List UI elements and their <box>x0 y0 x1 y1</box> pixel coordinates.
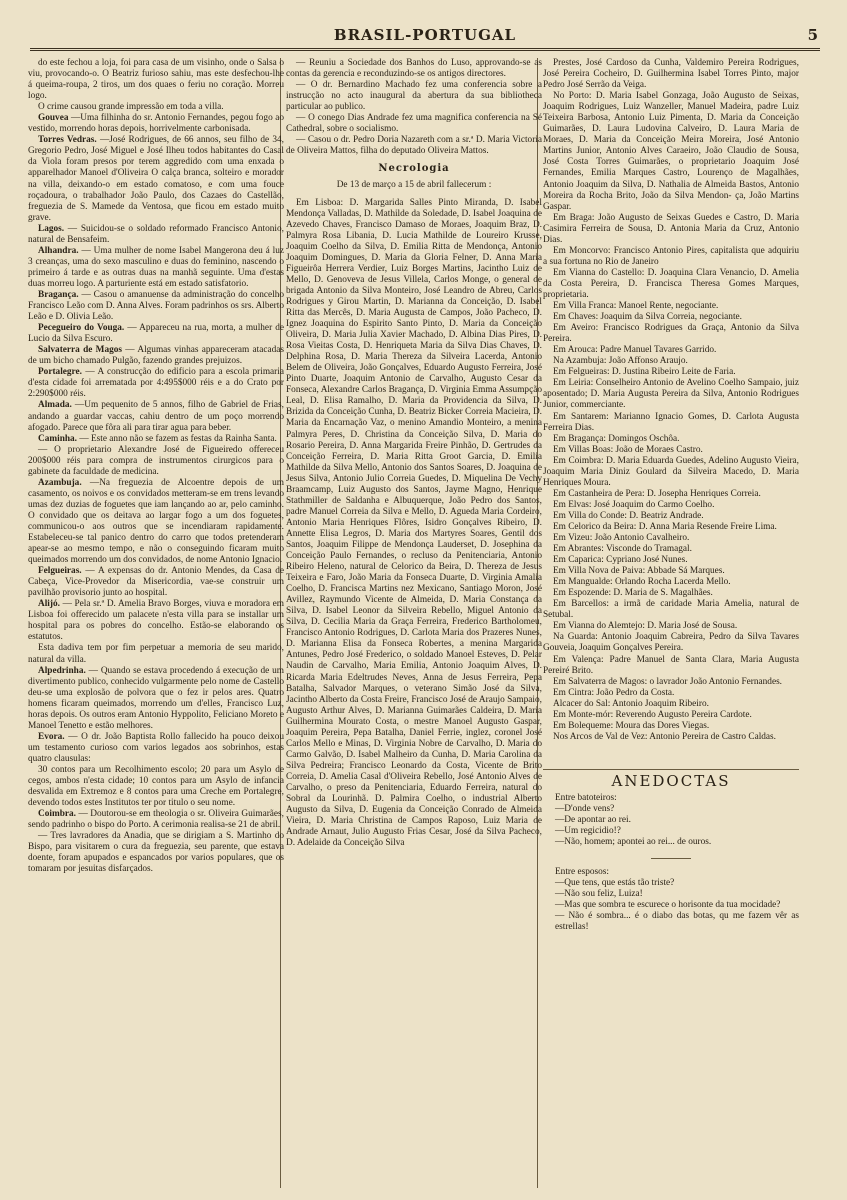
news-text: — Suicidou-se o soldado reformado Francisco Antonio, natural de Bensafeim. <box>28 223 284 245</box>
anecdote-line: — Não é sombra... é o diabo das botas, qu me fazem vêr as estrellas! <box>555 911 799 933</box>
news-item <box>28 290 284 323</box>
news-text: —Um pequenito de 5 annos, filho de Gabriel de Frias, andando a guardar vaccas, cahiu dentro de um poço morrendo afogado. Parece que fôra ali para tirar agua para beber. <box>28 400 284 433</box>
obituary-entry: Em Coimbra: D. Maria Eduarda Guedes, Adelino Augusto Vieira, Joaquim Maria Diniz Goulard da Silveira Macedo, D. Maria Henriques Moura. <box>543 455 799 488</box>
news-item <box>28 666 284 732</box>
news-text: —Na freguezia de Alcoentre depois de um casamento, os noivos e os convidados metteram-se em trens levando umas dez duzias de foguetes que iam lançando ao ar, pelo caminho. O convidado que os deitava ao largar fogo a um dos foguetes, communicou-o aos outros que se incendiaram rapidamente. Estabeleceu-se tal panico dentro do carro que todos pretenderam apear-se ao mesmo tempo, e não o conseguindo ficaram muito queimados morrendo um dos convidados, de nome Antonio Ignacio. <box>28 477 284 566</box>
news-place: Alpedrinha. <box>38 665 86 676</box>
anecdote-block <box>543 793 799 848</box>
anecdote-line: —Que tens, que estás tão triste? <box>555 878 675 889</box>
news-item <box>28 599 284 643</box>
news-place: Alijó. <box>38 599 60 610</box>
obituary-entry: Em Elvas: José Joaquim do Carmo Coelho. <box>553 499 715 510</box>
news-item: — O conego Dias Andrade fez uma magnifica conferencia na Sé Cathedral, sobre o socialismo. <box>286 113 542 135</box>
page-header <box>30 22 820 51</box>
news-item <box>28 566 284 599</box>
news-item <box>28 434 284 445</box>
column-necrologia <box>286 58 542 1188</box>
news-place: Gouvea <box>38 113 69 124</box>
anecdote-block <box>543 867 799 933</box>
news-text: do este fechou a loja, foi para casa de um visinho, onde o Salsa o viu, provocando-o. O Beatriz furioso sahiu, mas este desfechou-lhe á queima-roupa, 2 tiros, um dos quaes o feriu no coração. Morreu logo. <box>28 58 284 102</box>
column-news <box>28 58 284 1188</box>
obituary-entry: Na Guarda: Antonio Joaquim Cabreira, Pedro da Silva Tavares Gouveia, Joaquim Gonçalves Pereira. <box>543 632 799 654</box>
news-item: — O dr. Bernardino Machado fez uma conferencia sobre a instrucção no acto inaugural da abertura da sua bibliotheca particular ao publico. <box>286 80 542 113</box>
news-item: — Reuniu a Sociedade dos Banhos do Luso, approvando-se as contas da gerencia e reconduzindo-se os antigos directores. <box>286 58 542 80</box>
obituary-entry: Em Valença: Padre Manuel de Santa Clara, Maria Augusta Pereiré Brito. <box>543 654 799 676</box>
news-text: — O dr. João Baptista Rollo fallecido ha pouco deixou um testamento curioso com varios legados aos sobrinhos, estas quatro clausulas: <box>28 731 284 764</box>
obituary-entry: Em Abrantes: Visconde do Tramagal. <box>553 544 692 555</box>
news-item <box>28 113 284 135</box>
obituary-entry: Em Mangualde: Orlando Rocha Lacerda Mello. <box>553 577 731 588</box>
news-item <box>28 809 284 831</box>
obituary-entry: Em Moncorvo: Francisco Antonio Pires, capitalista que adquiriu a sua fortuna no Rio de Janeiro <box>543 245 799 267</box>
obituary-entry: Em Santarem: Marianno Ignacio Gomes, D. Carlota Augusta Ferreira Dias. <box>543 411 799 433</box>
news-place: Azambuja. <box>38 477 82 488</box>
news-place: Pecegueiro do Vouga. <box>38 323 125 334</box>
page-number: 5 <box>807 26 818 44</box>
news-place: Caminha. <box>38 433 78 444</box>
news-text: — Doutorou-se em theologia o sr. Oliveira Guimarães, sendo padrinho o bispo do Porto. A cerimonia realisa-se 21 de abril. <box>28 809 284 831</box>
anecdote-line: —De apontar ao rei. <box>555 815 631 826</box>
news-text: —José Rodrigues, de 66 annos, seu filho de 34, Gregorio Pedro, José Miguel e José Ilheu todos habitantes do Casal da Viola foram presos por terem aggredido com uma enxada o apparelhador Manoel d'Oliveira O calça branca, solteiro e morador na villa, deixando-o em estado comatoso, e com uma fouce roçadoura, o trabalhador João Paulo, dos Cazaes do Castellão, freguezia de S. Mamede da Ventosa, que ficou em estado muito grave. <box>28 135 284 223</box>
news-text: — O proprietario Alexandre José de Figueiredo offereceu 200$000 réis para compra de instrumentos cirurgicos para o gabinete da faculdade de medicina. <box>28 444 284 477</box>
news-item <box>28 445 284 478</box>
obituary-entry: Em Braga: João Augusto de Seixas Guedes e Castro, D. Maria Casimira Ferreira de Sousa, D. Antonia Maria da Cruz, Antonio Dias. <box>543 212 799 245</box>
news-text: — Tres lavradores da Anadia, que se dirigiam a S. Martinho do Bispo, para visitarem o cura da freguezia, seu parente, que estava doente, foram apupados e espancados por varios populares, que os tomaram por jesuitas disfarçados. <box>28 831 284 875</box>
obituary-entry: Em Barcellos: a irmã de caridade Maria Amelia, natural de Setubal. <box>543 599 799 621</box>
news-item <box>28 224 284 246</box>
obituary-entry: Nos Arcos de Val de Vez: Antonio Pereira de Castro Caldas. <box>553 731 776 742</box>
obituary-entry: No Porto: D. Maria Isabel Gonzaga, João Augusto de Seixas, Joaquim Rodrigues, Luiz Wanzeller, Manuel Madeira, padre Luiz Teixeira Barbosa, Antonio Luiz Pimenta, D. Maria da Conceição Guimarães, D. Laura Ludovina Calveiro, D. Laura Maria de Moraes, D. Maria da Conceição Meira Moreira, José Antonio Martins Junior, Antonio Alves Caraeiro, João Claudio de Sousa, José Costa Torres Guimarães, o proprietario Joaquim José Fernandes, Emilia Marques Castro, Lourenço de Magalhães, Antonio Joaquim da Silva, D. Nathalia de Almeida Bastos, Antonio Moreira da Rocha Brito, João da Silva Mendon- ça, João Martins Gaspar. <box>543 91 799 212</box>
anecdote-line: Entre esposos: <box>555 867 609 878</box>
news-place: Torres Vedras. <box>38 135 97 146</box>
column-obituaries-anecdotes <box>543 58 799 1188</box>
news-text: — A construcção do edificio para a escola primaria d'esta cidade foi arrematada por 4:495$000 réis e a do Crato por 2:290$000 réis. <box>28 367 284 400</box>
obituary-entry: Em Salvaterra de Magos: o lavrador João Antonio Fernandes. <box>553 676 783 687</box>
necrologia-dates: De 13 de março a 15 de abril fallecerum : <box>336 180 492 191</box>
necrologia-title: Necrologia <box>378 163 450 175</box>
news-item <box>28 246 284 290</box>
news-item <box>28 400 284 433</box>
obituary-entry: Em Bragança: Domingos Oschôa. <box>553 433 680 444</box>
news-item: — Casou o dr. Pedro Doria Nazareth com a sr.ª D. Maria Victoria de Oliveira Mattos, filha do deputado Oliveira Mattos. <box>286 135 542 157</box>
news-text: — Este anno não se fazem as festas da Rainha Santa. <box>77 433 277 444</box>
obituary-entry: Em Cintra: João Pedro da Costa. <box>553 687 675 698</box>
news-place: Almada. <box>38 400 72 411</box>
news-place: Bragança. <box>38 289 79 300</box>
necrologia-list: Em Lisboa: D. Margarida Salles Pinto Miranda, D. Isabel Mendonça Valladas, D. Mathilde da Soledade, D. Isabel Joaquina de Azevedo Chaves, Francisco Damaso de Moraes, Joaquim Braz, D. Palmyra Rosa Libania, D. Lucia Mathilde de Loureiro Krusse, Joaquim Coelho da Silva, D. Emilia Ritta de Mendonça, Antonio Joaquim Domingues, D. Maria da Gloria Felner, D. Anna Maria Figueirôa Herrera Verdier, Luiz Borges Martins, Jacintho Luiz de Mello, D. Genoveva de Jesus Villela, Carlos Monge, o general de brigada Antonio da Silva Monteiro, José Leandro de Abreu, Carlos Rodrigues y Girou Martin, D. Marianna da Conceição, D. Isabel Ritta das Mercês, D. Maria Augusta de Campos, João Pacheco, D. Ignez Joaquina do Espirito Santo Pinto, D. Maria da Conceição Oliveira, D. Maria Julia Xavier Machado, D. Albina Dias Pires, D. Rosa Vieitas Costa, D. Henriqueta Maria da Silva Dias Chaves, D. Delphina Rosa, D. Maria Thereza da Silveira Lacerda, Antonio Belem de Oliveira, João Gonçalves, Eduardo Augusto Ferreira, José Pinto Duarte, Joaquim Antonio de Carvalho, Augusto Cesar da Fonseca, Alexandre Carlos Bragança, D. Virginia Emma Assumpção Leal, D. Elisa Ramalho, D. Maria da Providencia da Silva, D. Brizida da Conceição Cunha, D. Beatriz Bicker Correia Macieira, D. Maria da Encarnação Vaz, o menino Amandio Monteiro, a menina Palmyra Peres, D. Christina da Conceição Silva, D. Maria do Rosario Pereira, D. Anna Margarida Freire Pinhão, D. Gertrudes da Conceição Ferreira, D. Maria Ritta Groot Garcia, D. Emilia Mathilde da Silva Mello, Antonio dos Santos Soares, D. Joaquina de Jesus Silva, Antonio Julio Correia Guedes, D. Miquelina De Vechy Braamcamp, Luiz Augusto dos Santos, Jayme Magno, Henrique Stathmiller de Saldanha e Albuquerque, João Pedro dos Santos, padre Manuel Correia da Silva e Mello, D. Agueda Maria Cordeiro, Antonio Maria Henriques Flôres, Isidro Gonçalves Ribeiro, D. Annette Elisa Legros, D. Maria dos Martyres Soares, Gentil dos Santos, Joaquim Filippe de Mendonça Lauderset, D. Josephina da Conceição Paulo Fernandes, o recluso da Penitenciaria, Antonio Ribeiro Heleno, natural de Celorico da Beira, D. Thereza de Jesus Teixeira e Faro, João Maria da Fonseca Duarte, D. Virginia Amalia Coelho, D. Francisca Martins nez Mexicano, Santiago Moron, José Avillez, Raymundo Vicente de Almeida, D. Maria Constança da Silva, D. Isabel Leonor da Silveira Rebello, Miguel Antonio da Silva, D. Cecilia Maria da Graça Ferreira, Frederico Bartholomeu, Francisco Antonio Rodrigues, D. Carlota Maria dos Prazeres Nunes, D. Marianna Elisa da Fonseca Robertes, a menina Margarida Antunes, Pedro José Frederico, o soldado Manoel Esteves, D. Pelar Naudin de Carvalho, Maria Emilia, Antonio Joaquim Alves, D. Ricarda Maria Edeltrudes Neves, Anna de Jesus Ferreira, Pepa Batalha, Salvador Marques, o veterano Simão José da Silva, Jacintho Alberto da Costa Freire, Francisco José de Araujo Sampaio, Augusto Arthur Alves, D. Marianna Guimarães Caldeira, D. Maria Guilhermina Mourato Costa, o mestre Manoel Augusto Gaspar, Joaquim Pereira, Pepa Batalha, Daniel Ferrie, inglez, coronel José Carlos Mello e Minas, D. Virginia Nobre de Carvalho, D. Maria do Carmo Galvão, D. Isabel Malheiro da Cunha, D. Maria Carolina da Silva Pedreira; Francisco Leonardo da Costa, Vicente de Brito Correia, D. Amelia Casal d'Oliveira Rebello, José Antonio Alves de Carvalho, o preso da Penitenciaria, Eduardo Ferreira, natural do Sobral da Lourinhã. D. Palmira Coelho, o industrial Alberto Augusto da Silva, D. Eugenia da Conceição Conrado de Almeida Vieira, D. Maria Christina de Campos Raposo, Luiz Maria de Andrade Arnaut, Julio Augusto Frias Cesar, José da Silva Pacheco, D. Adelaide da Conceição Silva <box>286 197 542 849</box>
news-place: Salvaterra de Magos <box>38 345 123 356</box>
obituary-entry: Prestes, José Cardoso da Cunha, Valdemiro Pereira Rodrigues, José Pereira Cocheiro, D. Guilhermina Isabel Torres Pinto, major Pedro José Serrão da Veiga. <box>543 58 799 91</box>
news-item <box>28 102 284 113</box>
news-text: O crime causou grande impressão em toda a villa. <box>38 102 224 113</box>
news-text: — Appareceu na rua, morta, a mulher de Lucio da Silva Escuro. <box>28 323 284 345</box>
obituary-entry: Em Villa Franca: Manoel Rente, negociante. <box>553 301 719 312</box>
news-text: 30 contos para um Recolhimento escolo; 20 para um Asylo de cegos, ambos n'esta cidade; 10 contos para um Asylo de infancia desvalida em Extremoz e 8 contos para uma Creche em Portalegre, devendo todos estes Institutos ter por titulo o seu nome. <box>28 765 284 809</box>
news-place: Evora. <box>38 731 65 742</box>
obituary-list <box>543 58 799 743</box>
news-item <box>28 831 284 875</box>
news-text: — Uma mulher de nome Isabel Mangerona deu á luz 3 creanças, uma do sexo masculino e duas do feminino, nascendo o primeiro á tarde e as outras duas na manhã seguinte. Uma d'estas duas morreu logo. A parturiente está em estado satisfatorio. <box>28 245 284 289</box>
anedoctas-title: ANEDOCTAS <box>543 769 799 787</box>
obituary-entry: Em Aveiro: Francisco Rodrigues da Graça, Antonio da Silva Pereira. <box>543 323 799 345</box>
obituary-entry: Em Arouca: Padre Manuel Tavares Garrido. <box>553 345 717 356</box>
obituary-entry: Em Celorico da Beira: D. Anna Maria Resende Freire Lima. <box>553 521 777 532</box>
news-item <box>28 732 284 765</box>
obituary-entry: Em Villa do Conde: D. Beatriz Andrade. <box>553 510 704 521</box>
news-item <box>28 765 284 809</box>
obituary-entry: Em Vizeu: João Antonio Cavalheiro. <box>553 533 690 544</box>
obituary-entry: Em Chaves: Joaquim da Silva Correia, negociante. <box>553 312 742 323</box>
obituary-entry: Em Leiria: Conselheiro Antonio de Avelino Coelho Sampaio, juiz aposentado; D. Maria Augusta Pereira da Silva, Antonio Rodrigues Junior, commerciante. <box>543 378 799 411</box>
news-place: Lagos. <box>38 223 65 234</box>
news-place: Coimbra. <box>38 809 76 820</box>
obituary-entry: Em Villa Nova de Paiva: Abbade Sá Marques. <box>553 566 725 577</box>
obituary-entry: Alcacer do Sal: Antonio Joaquim Ribeiro. <box>553 698 709 709</box>
obituary-entry: Em Castanheira de Pera: D. Josepha Henriques Correia. <box>553 488 761 499</box>
news-text: Esta dadiva tem por fim perpetuar a memoria de seu marido, natural da villa. <box>28 643 284 665</box>
news-place: Portalegre. <box>38 367 82 378</box>
obituary-entry: Em Monte-mór: Reverendo Augusto Pereira Cardote. <box>553 709 752 720</box>
news-place: Alhandra. <box>38 245 79 256</box>
anecdote-line: —Não, homem; apontei ao rei... de ouros. <box>555 837 712 848</box>
news-text: — Casou o amanuense da administração do concelho Francisco Leão com D. Anna Alves. Foram padrinhos os srs. Alberto Leão e D. Olivia Leão. <box>28 289 284 323</box>
news-item <box>28 367 284 400</box>
obituary-entry: Em Villas Boas: João de Moraes Castro. <box>553 444 703 455</box>
anecdote-line: —Não sou feliz, Luiza! <box>555 889 643 900</box>
obituary-entry: Em Vianna do Castello: D. Joaquina Clara Venancio, D. Amelia da Costa Pereira, D. Francisca Theresa Gomes Marques, proprietaria. <box>543 267 799 300</box>
news-item <box>28 135 284 223</box>
news-item <box>28 323 284 345</box>
news-text: — Quando se estava procedendo á execução de um divertimento publico, conhecido vulgarmente pelo nome de Castello deu-se uma explosão de polvora que o fez ir pelos ares. Quatro homens ficaram queimados, morrendo um d'elles, Francisco Luz, horas depois. Os outros eram Antonio Hyppolito, Feliciano Moreto e Manoel Tenetto e estão melhores. <box>28 665 284 731</box>
news-item <box>28 345 284 367</box>
news-items <box>286 58 542 157</box>
obituary-entry: Em Bolequeme: Moura das Dores Viegas. <box>553 720 710 731</box>
publication-title: BRASIL-PORTUGAL <box>333 26 517 44</box>
news-item <box>28 58 284 102</box>
obituary-entry: Em Caparica: Cypriano José Nunes. <box>553 555 688 566</box>
anecdote-line: —Mas que sombra te escurece o horisonte da tua mocidade? <box>555 900 781 911</box>
divider <box>651 858 691 859</box>
news-place: Felgueiras. <box>38 566 82 577</box>
anecdote-line: —D'onde vens? <box>555 804 615 814</box>
news-item <box>28 643 284 665</box>
obituary-entry: Em Felgueiras: D. Justina Ribeiro Leite de Faria. <box>553 367 736 378</box>
anecdote-line: —Um regicidio!? <box>555 826 621 837</box>
obituary-entry: Em Vianna do Alemtejo: D. Maria José de Sousa. <box>553 621 738 632</box>
news-text: — Pela sr.ª D. Amelia Bravo Borges, viuva e moradora em Lisboa foi offerecido um palacete n'esta villa para se installar um hospital para os pobres do concelho. Estão-se elaborando os estatutos. <box>28 599 284 643</box>
news-text: — A expensas do dr. Antonio Mendes, da Casa de Cabeça, Vice-Provedor da Misericordia, vae-se construir um pavilhão provisorio junto ao hospital. <box>28 566 284 599</box>
obituary-entry: Em Espozende: D. Maria de S. Magalhães. <box>553 588 713 599</box>
news-text: —Uma filhinha do sr. Antonio Fernandes, pegou fogo ao vestido, morrendo horas depois, horrivelmente carbonisada. <box>28 113 284 135</box>
anecdote-line: Entre batoteiros: <box>555 792 617 803</box>
news-text: — Algumas vinhas appareceram atacadas de um bicho chamado Pulgão, fazendo grandes prejuizos. <box>28 345 284 367</box>
obituary-entry: Na Azambuja: João Affonso Araujo. <box>553 356 688 367</box>
news-item <box>28 478 284 566</box>
